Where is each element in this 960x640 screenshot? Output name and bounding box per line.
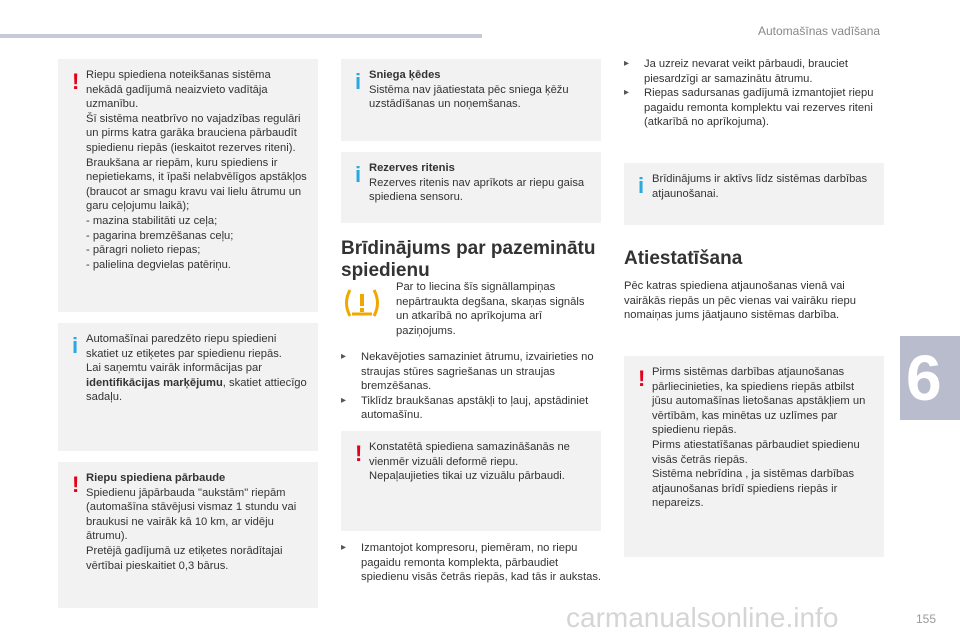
list-item: ▸ Nekavējoties samaziniet ātrumu, izvairieties no straujas stūres sagriešanas un straujas bremzēšanas. (341, 351, 594, 393)
identification-link: identifikācijas marķējumu (86, 376, 223, 389)
list-item: ▸ Tiklīdz braukšanas apstākļi to ļauj, apstādiniet automašīnu. (341, 394, 589, 422)
info-box-spare-wheel (341, 152, 601, 223)
warning-text: Riepu spiediena noteikšanas sistēma nekādā gadījumā neaizvieto vadītāja uzmanību. Šī sistēma neatbrīvo no vajadzības regulāri un pirms katra garāka brauciena pārbaudīt spiedienu riepās (ieskaitot rezerves riteni). Braukšana ar riepām, kuru spiediens ir nepietiekams, it īpaši nelabvēlīgos apstākļos (braucot ar smagu kravu vai lielu ātrumu un garu ceļojumu laikā); - mazina stabilitāti uz ceļa; - pagarina bremzēšanas ceļu; - pāragri nolieto riepas; - palielina degvielas patēriņu. (86, 69, 307, 271)
warning-content: Riepu spiediena pārbaude Spiedienu jāpārbauda "aukstām" riepām (automašīna stāvējusi vismaz 1 stundu vai braukusi ne vairāk kā 10 km, ar vidēju ātrumu). Pretējā gadījumā uz etiķetes norādītajai vērtībai pieskaitiet 0,3 bārus. (86, 472, 297, 572)
page-number: 155 (916, 612, 937, 626)
info-content: Sniega ķēdes Sistēma nav jāatiestata pēc sniega ķēžu uzstādīšanas un noņemšanas. (369, 69, 569, 111)
exclamation-icon: ! (355, 441, 363, 466)
arrow-bullet-icon: ▸ (624, 87, 630, 99)
watermark: carmanualsonline.info (566, 602, 839, 633)
bottom-bullet (341, 541, 603, 585)
heading-low-pressure: Brīdinājums par pazeminātu spiedienu (341, 238, 596, 281)
exclamation-icon: ! (638, 366, 646, 391)
arrow-bullet-icon: ▸ (341, 351, 347, 362)
arrow-bullet-icon: ▸ (624, 58, 630, 69)
warning-text: Pirms sistēmas darbības atjaunošanas pārliecinieties, ka spiediens riepās atbilst jūsu automašīnas lietošanas apstākļiem un vērtībām, kas minētas uz uzlīmes par spiedienu riepās. Pirms atiestatīšanas pārbaudiet spiedienu visās četrās riepās. Sistēma nebrīdina , ja sistēmas darbības atjaunošanas brīdī spiediens riepās ir nepareizs. (652, 366, 866, 510)
warning-text: Konstatētā spiediena samazināšanās ne vienmēr vizuāli deformē riepu. Nepaļaujieties tikai uz vizuālu pārbaudi. (369, 441, 570, 483)
info-text: Brīdinājums ir aktīvs līdz sistēmas darbības atjaunošanai. (652, 173, 868, 200)
tire-pressure-warning-icon (340, 286, 384, 320)
info-icon: i (72, 333, 79, 358)
info-icon: i (355, 162, 362, 187)
box-title: Riepu spiediena pārbaude (86, 472, 226, 484)
list-item: ▸ Ja uzreiz nevarat veikt pārbaudi, brauciet piesardzīgi ar samazinātu ātrumu. (624, 58, 848, 85)
lamp-description: Par to liecina šīs signāllampiņas nepārtraukta degšana, skaņas signāls un atkarībā no aprīkojuma arī paziņojums. (396, 281, 585, 337)
chapter-tab (900, 336, 960, 420)
info-icon: i (638, 173, 645, 198)
chapter-number: 6 (906, 342, 942, 414)
box-title: Sniega ķēdes (369, 69, 441, 81)
info-box-pressures (58, 323, 318, 451)
header-bar (0, 34, 482, 38)
info-content: Rezerves ritenis Rezerves ritenis nav aprīkots ar riepu gaisa spiediena sensoru. (369, 162, 585, 204)
warning-box-check (58, 462, 318, 608)
warning-box-tpms (58, 59, 318, 312)
bullet-list (624, 57, 886, 130)
bullet-list (341, 350, 603, 423)
info-box-snow-chains (341, 59, 601, 141)
info-box-active-warning (624, 163, 884, 225)
info-text: Automašīnai paredzēto riepu spiedieni skatiet uz etiķetes par spiedienu riepās. Lai saņemtu vairāk informācijas par identifikācijas marķējumu, skatiet attiecīgo sadaļu. (86, 333, 307, 404)
arrow-bullet-icon: ▸ (341, 542, 347, 553)
warning-box-visual (341, 431, 601, 531)
list-item: ▸ Izmantojot kompresoru, piemēram, no riepu pagaidu remonta komplekta, pārbaudiet spiedienu visās četrās riepās, kad tās ir aukstas. (341, 542, 602, 584)
exclamation-icon: ! (72, 472, 80, 497)
heading-reset: Atiestatīšana (624, 248, 743, 269)
exclamation-icon: ! (72, 69, 80, 94)
arrow-bullet-icon: ▸ (341, 394, 347, 406)
list-item: ▸ Riepas sadursanas gadījumā izmantojiet riepu pagaidu remonta komplektu vai rezerves riteni (atkarībā no aprīkojuma). (624, 87, 874, 129)
warning-box-reset (624, 356, 884, 557)
reset-paragraph: Pēc katras spiediena atjaunošanas vienā vai vairākās riepās un pēc vienas vai vairāku riepu nomaiņas jums jāatjauno sistēmas darbība. (624, 280, 856, 322)
section-title: Automašīnas vadīšana (758, 24, 881, 38)
box-title: Rezerves ritenis (369, 162, 455, 174)
info-icon: i (355, 69, 362, 94)
